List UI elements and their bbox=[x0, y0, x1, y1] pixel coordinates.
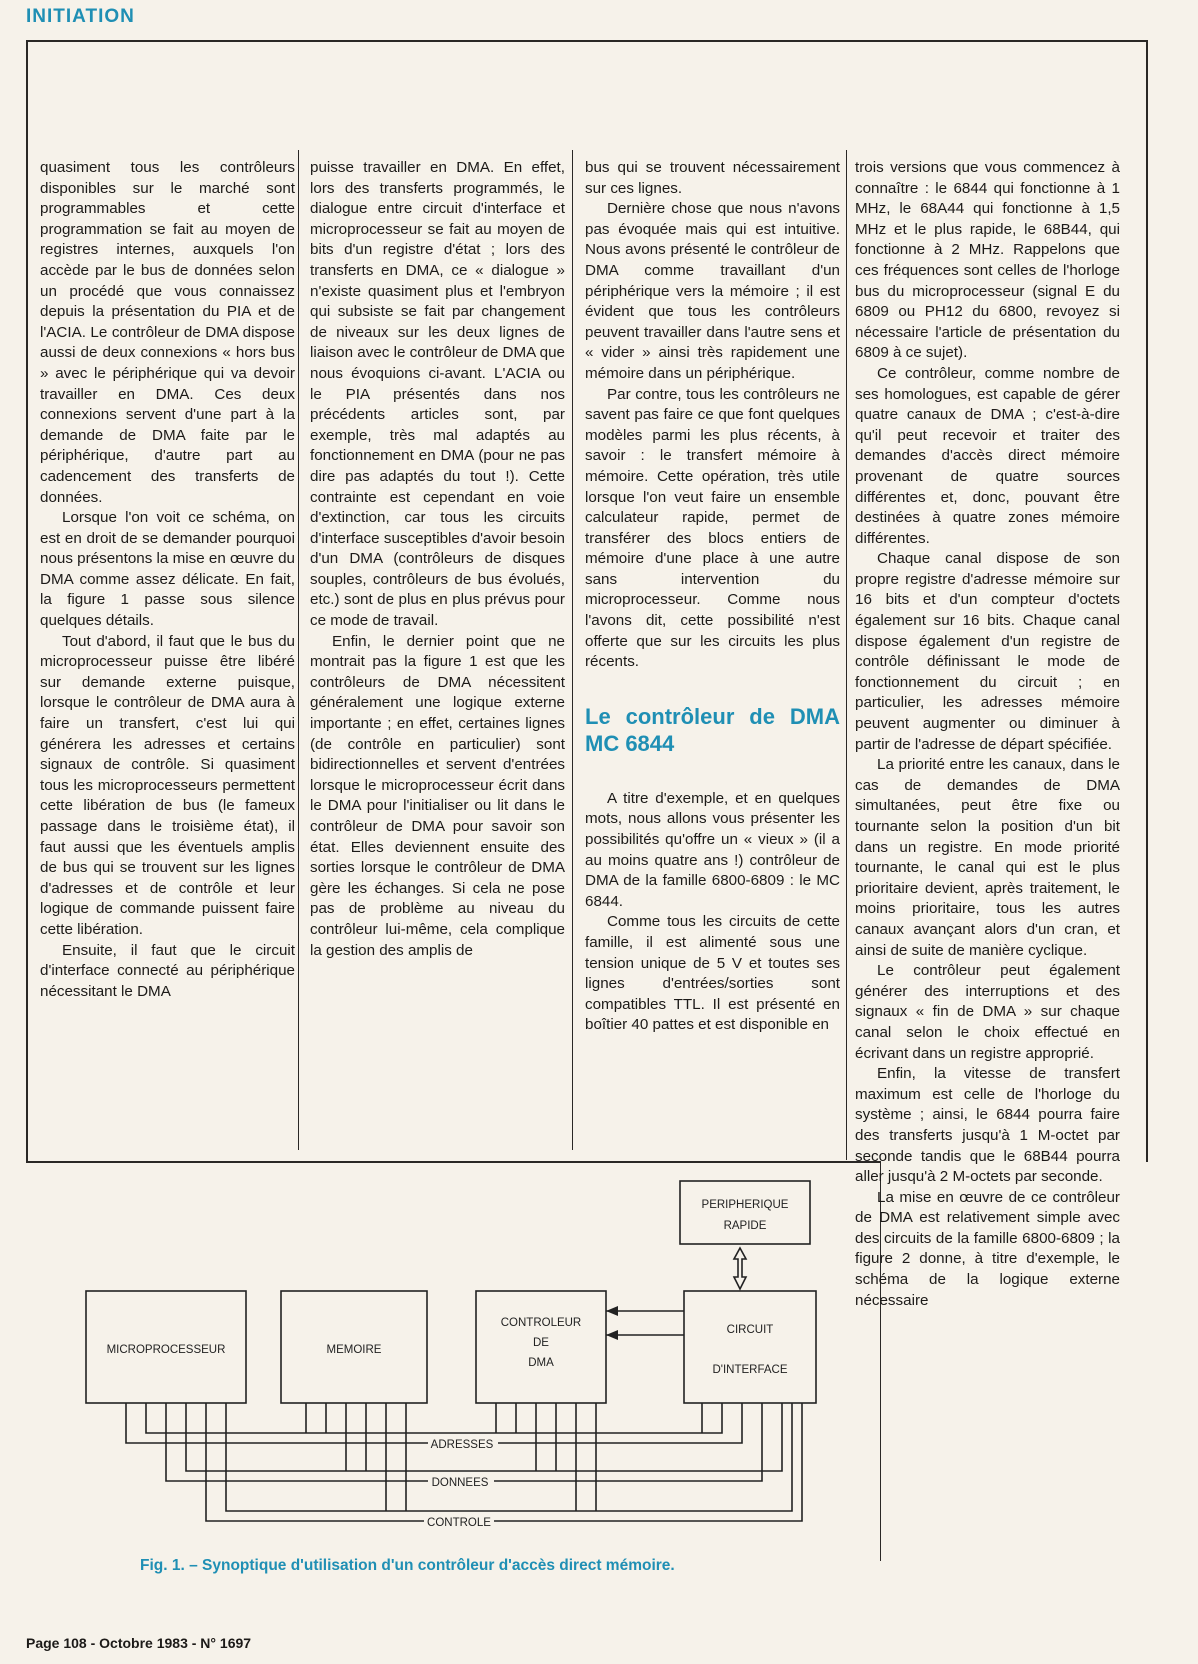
figure-1 bbox=[28, 1163, 878, 1563]
control-bus-line bbox=[206, 1403, 802, 1521]
dma-label-3: DMA bbox=[528, 1357, 554, 1369]
paragraph: Comme tous les circuits de cette famille, il est alimenté sous une tension unique de 5 V et toutes ses lignes d'entrées/sorties sont compatibles TTL. Il est présenté en boîtier 40 pattes et est disponible en bbox=[585, 913, 840, 1034]
dma-link-arrow-1 bbox=[606, 1306, 618, 1316]
column-4 bbox=[855, 158, 1120, 1311]
column-divider-1 bbox=[298, 150, 299, 1150]
paragraph: Dernière chose que nous n'avons pas évoquée mais qui est intuitive. Nous avons présenté le contrôleur de DMA comme travaillant d'un périphérique vers la mémoire ; il est évident que tous les contrôleurs peuvent travailler dans l'autre sens et « vider » ainsi très rapidement une mémoire dans un périphérique. bbox=[585, 200, 840, 382]
peripheral-block bbox=[680, 1181, 810, 1244]
paragraph: Enfin, la vitesse de transfert maximum est celle de l'horloge du système ; ainsi, le 6844 pourra faire des transferts jusqu'à 1 M-octet par seconde tandis que le 68B44 pourra aller jusqu'à 2 M-octets par seconde. bbox=[855, 1065, 1120, 1186]
paragraph: Ce contrôleur, comme nombre de ses homologues, est capable de gérer quatre canaux de DMA ; c'est-à-dire qu'il peut recevoir et traiter des demandes d'accès direct mémoire provenant de quatre sources différentes et, donc, pouvant être destinées à quatre zones mémoire différentes. bbox=[855, 364, 1120, 547]
control-bus-label: CONTROLE bbox=[427, 1517, 491, 1529]
dma-label-2: DE bbox=[533, 1337, 549, 1349]
column-2 bbox=[310, 158, 565, 961]
paragraph: Le contrôleur peut également générer des interruptions et des signaux « fin de DMA » sur chaque canal selon le choix effectué en écrivant dans un registre approprié. bbox=[855, 962, 1120, 1062]
peripheral-label-1: PERIPHERIQUE bbox=[701, 1199, 789, 1211]
figure-caption: Fig. 1. – Synoptique d'utilisation d'un contrôleur d'accès direct mémoire. bbox=[140, 1557, 675, 1574]
interface-block bbox=[684, 1291, 816, 1403]
column-divider-2 bbox=[572, 150, 573, 1150]
paragraph: A titre d'exemple, et en quelques mots, nous allons vous présenter les possibilités qu'offre un « vieux » (il a au moins quatre ans !) contrôleur de DMA de la famille 6800-6809 : le MC 6844. bbox=[585, 789, 840, 910]
paragraph: Par contre, tous les contrôleurs ne savent pas faire ce que font quelques modèles parmi les plus récents, à savoir : le transfert mémoire à mémoire. Cette opération, très utile lorsque l'on veut faire un ensemble calculateur rapide, permet de transférer des blocs entiers de mémoire d'une place à une autre sans intervention du microprocesseur. Comme nous l'avons dit, cette possibilité n'est offerte que sur les circuits les plus récents. bbox=[585, 385, 840, 671]
data-bus-label: DONNEES bbox=[431, 1477, 489, 1489]
microprocessor-label: MICROPROCESSEUR bbox=[106, 1344, 226, 1356]
peripheral-label-2: RAPIDE bbox=[723, 1220, 767, 1232]
column-1 bbox=[40, 158, 295, 1002]
paragraph: Tout d'abord, il faut que le bus du microprocesseur puisse être libéré sur demande externe puisque, lorsque le contrôleur de DMA aura à faire un transfert, c'est lui qui générera les adresses et certains signaux de contrôle. Si quasiment tous les microprocesseurs permettent cette libération de bus (le fameux passage dans le troisième état), il faut aussi que les éventuels amplis de bus qui se trouvent sur les lignes d'adresses et de contrôle et leur logique de commande puissent faire cette libération. bbox=[40, 632, 295, 938]
paragraph: Enfin, le dernier point que ne montrait pas la figure 1 est que les contrôleurs de DMA nécessitent généralement une logique externe importante ; en effet, certaines lignes (de contrôle en particulier) sont bidirectionnelles et servent d'entrées lorsque le microprocesseur écrit dans le DMA pour l'initialiser ou lit dans le contrôleur de DMA pour savoir son état. Elles deviennent ensuite des sorties lorsque le contrôleur de DMA gère les échanges. Si cela ne pose pas de problème au niveau du contrôleur lui-même, cela complique la gestion des amplis de bbox=[310, 632, 565, 959]
section-title: Le contrôleur de DMA MC 6844 bbox=[585, 703, 840, 756]
paragraph: bus qui se trouvent nécessairement sur ces lignes. bbox=[585, 159, 840, 197]
column-3 bbox=[585, 158, 840, 1036]
address-bus-label: ADRESSES bbox=[430, 1439, 494, 1451]
section-header: INITIATION bbox=[26, 6, 135, 27]
paragraph: Ensuite, il faut que le circuit d'interface connecté au périphérique nécessitant le DMA bbox=[40, 941, 295, 1000]
dma-label-1: CONTROLEUR bbox=[500, 1317, 582, 1329]
page-footer: Page 108 - Octobre 1983 - N° 1697 bbox=[26, 1635, 252, 1651]
column-divider-3-upper bbox=[846, 150, 847, 1160]
paragraph: La mise en œuvre de ce contrôleur de DMA est relativement simple avec des circuits de la famille 6800-6809 ; la figure 2 donne, à titre d'exemple, le schéma de la logique externe nécessaire bbox=[855, 1188, 1120, 1309]
paragraph: La priorité entre les canaux, dans le cas de demandes de DMA simultanées, peut être fixe ou tournante selon la position d'un bit dans un registre. En mode priorité tournante, le canal qui est le plus prioritaire devient, après traitement, le moins prioritaire, tous les autres canaux avançant alors d'un cran, et ainsi de suite de manière cyclique. bbox=[855, 756, 1120, 959]
interface-label-1: CIRCUIT bbox=[726, 1324, 774, 1336]
dma-link-arrow-2 bbox=[606, 1330, 618, 1340]
paragraph: Lorsque l'on voit ce schéma, on est en droit de se demander pourquoi nous présentons la mise en œuvre du DMA comme assez délicate. En fait, la figure 1 passe sous silence quelques détails. bbox=[40, 509, 295, 630]
memory-label: MEMOIRE bbox=[326, 1344, 382, 1356]
paragraph: trois versions que vous commencez à connaître : le 6844 qui fonctionne à 1 MHz, le 68A44 qui fonctionne à 1,5 MHz et le plus rapide, le 68B44, qui fonctionne à 2 MHz. Rappelons que ces fréquences sont celles de l'horloge bus du microprocesseur (signal E du 6809 ou PH12 du 6800, revoyez si nécessaire l'article de présentation du 6809 à ce sujet). bbox=[855, 159, 1120, 362]
paragraph: quasiment tous les contrôleurs disponibles sur le marché sont programmables et cette programmation se fait au moyen de registres internes, auxquels l'on accède par le bus de données selon un procédé que vous connaissez depuis la présentation du PIA et de l'ACIA. Le contrôleur de DMA dispose aussi de deux connexions « hors bus » avec le périphérique qui va devoir travailler en DMA. Ces deux connexions servent d'une part à la demande de DMA faite par le périphérique, d'autre part au cadencement des transferts de données. bbox=[40, 159, 295, 506]
paragraph: Chaque canal dispose de son propre registre d'adresse mémoire sur 16 bits et d'un compteur d'octets également sur 16 bits. Chaque canal dispose également d'un registre de contrôle définissant le mode de fonctionnement du circuit ; en particulier, les adresses mémoire peuvent augmenter ou diminuer à partir de l'adresse de départ spécifiée. bbox=[855, 550, 1120, 753]
interface-label-2: D'INTERFACE bbox=[712, 1364, 788, 1376]
peripheral-link-arrow bbox=[734, 1248, 746, 1289]
paragraph: puisse travailler en DMA. En effet, lors des transferts programmés, le dialogue entre circuit d'interface et microprocesseur se fait au moyen de bits d'un registre d'état ; lors des transferts en DMA, ce « dialogue » n'existe quasiment plus et l'embryon qui subsiste se fait par changement de niveaux sur les deux lignes de liaison avec le contrôleur de DMA que nous évoquions ci-avant. L'ACIA ou le PIA présentés dans nos précédents articles sont, par exemple, très mal adaptés au fonctionnement en DMA (pour ne pas dire pas adaptés du tout !). Cette contrainte est cependant en voie d'extinction, car tous les circuits d'interface susceptibles d'avoir besoin d'un DMA (contrôleurs de disques souples, contrôleurs de bus évolués, etc.) sont de plus en plus prévus pour ce mode de travail. bbox=[310, 159, 565, 630]
